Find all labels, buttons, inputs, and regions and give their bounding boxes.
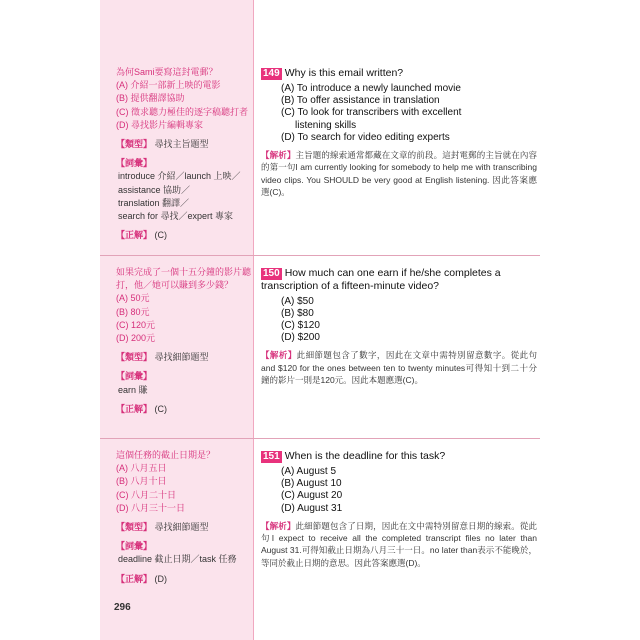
- zh-option: (D) 200元: [116, 333, 156, 344]
- column-divider: [253, 0, 254, 640]
- zh-option: (A) 50元: [116, 293, 150, 304]
- question-number-badge: 150: [263, 268, 280, 279]
- zh-option: (A) 八月五日: [116, 463, 167, 474]
- option-a: (A) August 5: [281, 466, 337, 477]
- option-c: (C) To look for transcribers with excellent: [281, 107, 462, 119]
- zh-option: (C) 徵求聽力極佳的逐字稿聽打者: [116, 106, 248, 117]
- vocab-row: [116, 157, 251, 170]
- option-d: (D) To search for video editing experts: [281, 131, 450, 143]
- option-b: (B) August 10: [281, 478, 342, 490]
- question-block-149: [261, 67, 537, 198]
- zh-block-150: [116, 266, 251, 416]
- zh-option: (D) 八月三十一日: [116, 502, 185, 513]
- question-number-badge: 151: [263, 451, 280, 462]
- explanation: [261, 520, 537, 569]
- vocab-label: 【詞彙】: [116, 371, 153, 382]
- section-divider: [100, 255, 540, 256]
- vocab-item: translation 翻譯／: [118, 197, 190, 208]
- zh-option: (C) 120元: [116, 319, 156, 330]
- vocab-row: [116, 370, 251, 383]
- zh-block-149: [116, 66, 251, 242]
- type-value: 尋找細節題型: [154, 522, 209, 533]
- question-line: [261, 67, 537, 80]
- section-divider: [100, 438, 540, 439]
- type-value: 尋找主旨題型: [154, 139, 209, 150]
- page-number: 296: [114, 602, 131, 613]
- answer-value: (C): [154, 230, 168, 241]
- type-row: [116, 138, 251, 151]
- zh-option: (B) 八月十日: [116, 476, 167, 487]
- question-text: Why is this email written?: [284, 67, 404, 79]
- zh-option: (C) 八月二十日: [116, 489, 176, 500]
- vocab-item: earn 賺: [118, 384, 148, 395]
- type-label: 【類型】: [116, 352, 153, 363]
- vocab-label: 【詞彙】: [116, 158, 153, 169]
- vocab-item: introduce 介紹／launch 上映／: [118, 171, 241, 182]
- zh-option: (A) 介紹一部新上映的電影: [116, 80, 221, 91]
- zh-question: 如果完成了一個十五分鐘的影片聽打，他／她可以賺到多少錢？: [116, 267, 252, 291]
- option-c-continued: listening skills: [295, 119, 357, 131]
- question-line: [261, 267, 537, 293]
- answer-value: (C): [154, 403, 168, 414]
- option-a: (A) To introduce a newly launched movie: [281, 83, 461, 94]
- vocab-item: search for 尋找／expert 專家: [118, 211, 234, 222]
- option-b: (B) $80: [281, 307, 314, 319]
- type-row: [116, 521, 251, 534]
- zh-block-151: [116, 449, 251, 586]
- explanation-text: 此細節題包含了日期，因此在文中需特別留意日期的線索。從此句I expect to receive all the completed transcript files no later than August 31.可得知截止日期為八月三十一日。no later than表示不能晚於，等同於截止日期的意思。因此答案應選(D)。: [261, 520, 537, 568]
- option-c: (C) $120: [281, 319, 320, 331]
- zh-option: (D) 尋找影片編輯專家: [116, 119, 203, 130]
- question-text: How much can one earn if he/she completes a transcription of a fifteen-minute video?: [261, 267, 501, 292]
- vocab-item: deadline 截止日期／task 任務: [118, 554, 237, 565]
- type-row: [116, 351, 251, 364]
- answer-label: 【正解】: [116, 230, 153, 241]
- option-d: (D) August 31: [281, 502, 343, 514]
- vocab-item: assistance 協助／: [118, 184, 191, 195]
- explanation-label: 【解析】: [261, 150, 296, 161]
- question-number-badge: 149: [263, 68, 280, 79]
- book-page: [100, 0, 540, 640]
- zh-option: (B) 80元: [116, 306, 150, 317]
- type-value: 尋找細節題型: [154, 352, 209, 363]
- explanation: [261, 349, 537, 386]
- type-label: 【類型】: [116, 139, 153, 150]
- answer-label: 【正解】: [116, 403, 153, 414]
- explanation-text: 此細節題包含了數字，因此在文章中需特別留意數字。從此句and $120 for the ones between ten to twenty minutes可得知十到二十分鐘的影片一則是120元。因此本題應選(C)。: [261, 350, 537, 385]
- option-b: (B) To offer assistance in translation: [281, 95, 440, 107]
- vocab-row: [116, 540, 251, 553]
- zh-question: 為何Sami要寫這封電郵？: [116, 67, 218, 77]
- question-text: When is the deadline for this task?: [284, 450, 446, 462]
- option-c: (C) August 20: [281, 490, 343, 502]
- zh-question: 這個任務的截止日期是？: [116, 450, 216, 460]
- explanation-label: 【解析】: [261, 520, 296, 531]
- answer-row: [116, 573, 251, 586]
- answer-value: (D): [154, 573, 168, 584]
- option-a: (A) $50: [281, 295, 314, 307]
- explanation-label: 【解析】: [261, 350, 297, 361]
- explanation: [261, 149, 537, 198]
- option-d: (D) $200: [281, 332, 320, 344]
- answer-row: [116, 403, 251, 416]
- answer-row: [116, 229, 251, 242]
- answer-label: 【正解】: [116, 573, 153, 584]
- vocab-label: 【詞彙】: [116, 541, 153, 552]
- question-block-151: [261, 450, 537, 569]
- explanation-text: 主旨題的線索通常都藏在文章的前段。這封電郵的主旨就在內容的第一句I am currently looking for somebody to help me with transcribing video clips. You SHOULD be very good at English listening. 因此答案應選(C)。: [261, 150, 537, 197]
- type-label: 【類型】: [116, 522, 153, 533]
- zh-option: (B) 提供翻譯協助: [116, 93, 185, 104]
- question-block-150: [261, 267, 537, 386]
- question-line: [261, 450, 537, 463]
